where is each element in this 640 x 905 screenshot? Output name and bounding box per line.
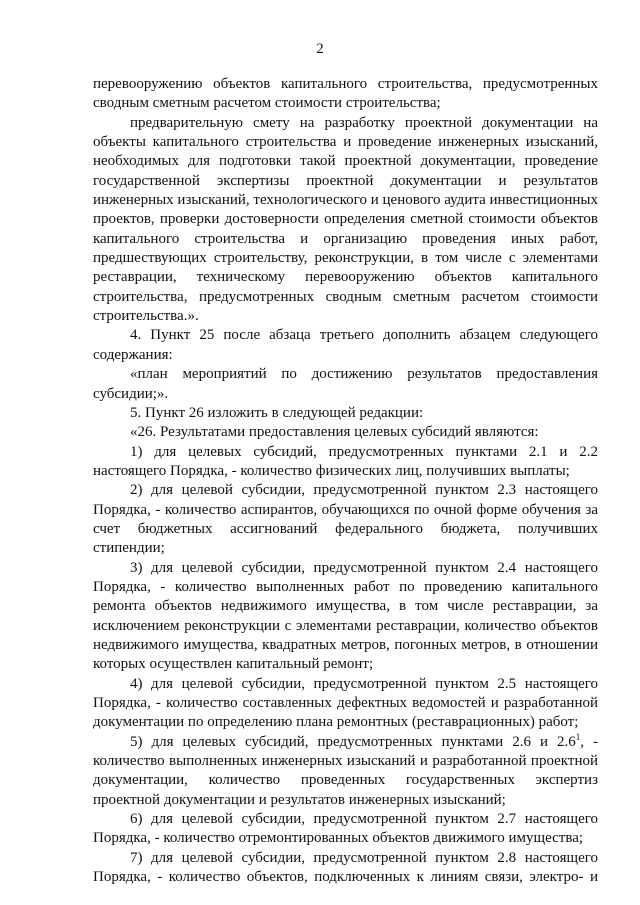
superscript-one: 1: [575, 731, 581, 742]
paragraph-result-3: 3) для целевой субсидии, предусмотренной пунктом 2.4 настоящего Порядка, - количество выполненных работ по проведению капитального ремонта объектов недвижимого имущества, в том числе реставрации, за исключением реконструкции с элементами реставрации, количество объектов недвижимого имущества, квадратных метров, погонных метров, в отношении которых осуществлен капитальный ремонт;: [93, 559, 598, 673]
paragraph-preliminary-estimate: предварительную смету на разработку проектной документации на объекты капитального строительства и проведение инженерных изысканий, необходимых для подготовки такой проектной документации, проведение государственной экспертизы проектной документации и результатов инженерных изысканий, технологического и ценового аудита инвестиционных проектов, проверки достоверности определения сметной стоимости объектов капитального строительства и организацию проведения иных работ, предшествующих строительству, реконструкции, в том числе с элементами реставрации, техническому перевооружению объектов капитального строительства, предусмотренных сводным сметным расчетом стоимости строительства.».: [93, 114, 598, 325]
paragraph-result-2: 2) для целевой субсидии, предусмотренной пунктом 2.3 настоящего Порядка, - количество аспирантов, обучающихся по очной форме обучения за счет бюджетных ассигнований федерального бюджета, получивших стипендии;: [93, 482, 598, 557]
result-5-text-end: , - количество выполненных инженерных изысканий и разработанной проектной документации, количество проведенных государственных экспертиз проектной документации и результатов инженерных изысканий;: [93, 733, 598, 808]
paragraph-item-4: 4. Пункт 25 после абзаца третьего дополнить абзацем следующего содержания:: [93, 327, 598, 363]
page-number: 2: [316, 41, 324, 57]
paragraph-result-1: 1) для целевых субсидий, предусмотренных пунктами 2.1 и 2.2 настоящего Порядка, - количество физических лиц, получивших выплаты;: [93, 443, 598, 479]
paragraph-plan-quote: «план мероприятий по достижению результатов предоставления субсидии;».: [93, 366, 598, 402]
document-body: [93, 75, 598, 887]
paragraph-result-6: 6) для целевой субсидии, предусмотренной пунктом 2.7 настоящего Порядка, - количество отремонтированных объектов движимого имущества;: [93, 811, 598, 847]
result-5-text-start: 5) для целевых субсидий, предусмотренных пунктами 2.6 и 2.6: [130, 733, 576, 750]
paragraph-result-5: [93, 733, 598, 810]
paragraph-result-4: 4) для целевой субсидии, предусмотренной пунктом 2.5 настоящего Порядка, - количество составленных дефектных ведомостей и разработанной документации по определению плана ремонтных (реставрационных) работ;: [93, 675, 598, 731]
paragraph-continuation: перевооружению объектов капитального строительства, предусмотренных сводным сметным расчетом стоимости строительства;: [93, 76, 598, 112]
paragraph-result-7: 7) для целевой субсидии, предусмотренной пунктом 2.8 настоящего Порядка, - количество объектов, подключенных к линиям связи, электро- и: [93, 849, 598, 886]
paragraph-item-5: 5. Пункт 26 изложить в следующей редакции:: [130, 404, 424, 421]
paragraph-point-26: «26. Результатами предоставления целевых субсидий являются:: [130, 424, 539, 441]
